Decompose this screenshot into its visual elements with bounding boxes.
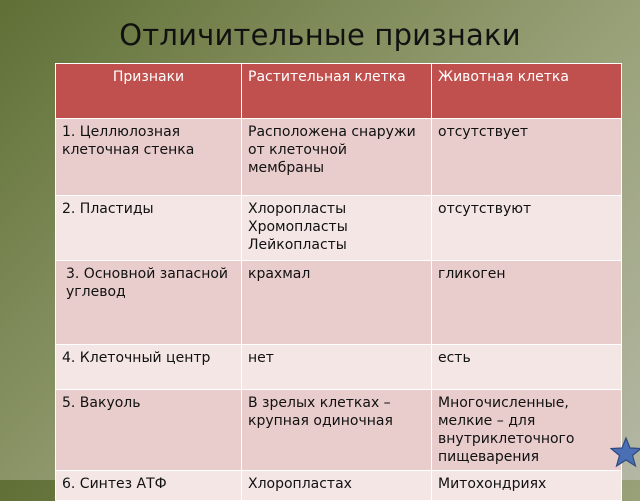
table-row	[56, 390, 622, 471]
table-row	[56, 196, 622, 261]
table-cell: В зрелых клетках – крупная одиночная	[242, 390, 432, 471]
table-cell: 4. Клеточный центр	[56, 345, 242, 390]
table-cell: отсутствует	[432, 119, 622, 196]
table-cell: есть	[432, 345, 622, 390]
header-cell-plant: Растительная клетка	[242, 64, 432, 119]
table-cell: 5. Вакуоль	[56, 390, 242, 471]
table-header-row	[56, 64, 622, 119]
table-cell: 1. Целлюлозная клеточная стенка	[56, 119, 242, 196]
slide-title: Отличительные признаки	[119, 18, 521, 52]
table-cell: Хлоропластах	[242, 471, 432, 501]
comparison-table	[55, 63, 622, 501]
table-row	[56, 261, 622, 345]
star-icon[interactable]	[610, 436, 640, 468]
table-cell: крахмал	[242, 261, 432, 345]
table-cell: отсутствуют	[432, 196, 622, 261]
table-cell: Расположена снаружи от клеточной мембраны	[242, 119, 432, 196]
header-cell-animal: Животная клетка	[432, 64, 622, 119]
table-cell: Многочисленные, мелкие – для внутриклеточного пищеварения	[432, 390, 622, 471]
table-cell: нет	[242, 345, 432, 390]
table-cell: 2. Пластиды	[56, 196, 242, 261]
table-cell: 6. Синтез АТФ	[56, 471, 242, 501]
table-cell: 3. Основной запасной углевод	[56, 261, 242, 345]
table-row	[56, 345, 622, 390]
table-cell: Хлоропласты Хромопласты Лейкопласты	[242, 196, 432, 261]
table-row	[56, 471, 622, 501]
header-cell-features: Признаки	[56, 64, 242, 119]
table-cell: Митохондриях	[432, 471, 622, 501]
table-cell: гликоген	[432, 261, 622, 345]
table-row	[56, 119, 622, 196]
